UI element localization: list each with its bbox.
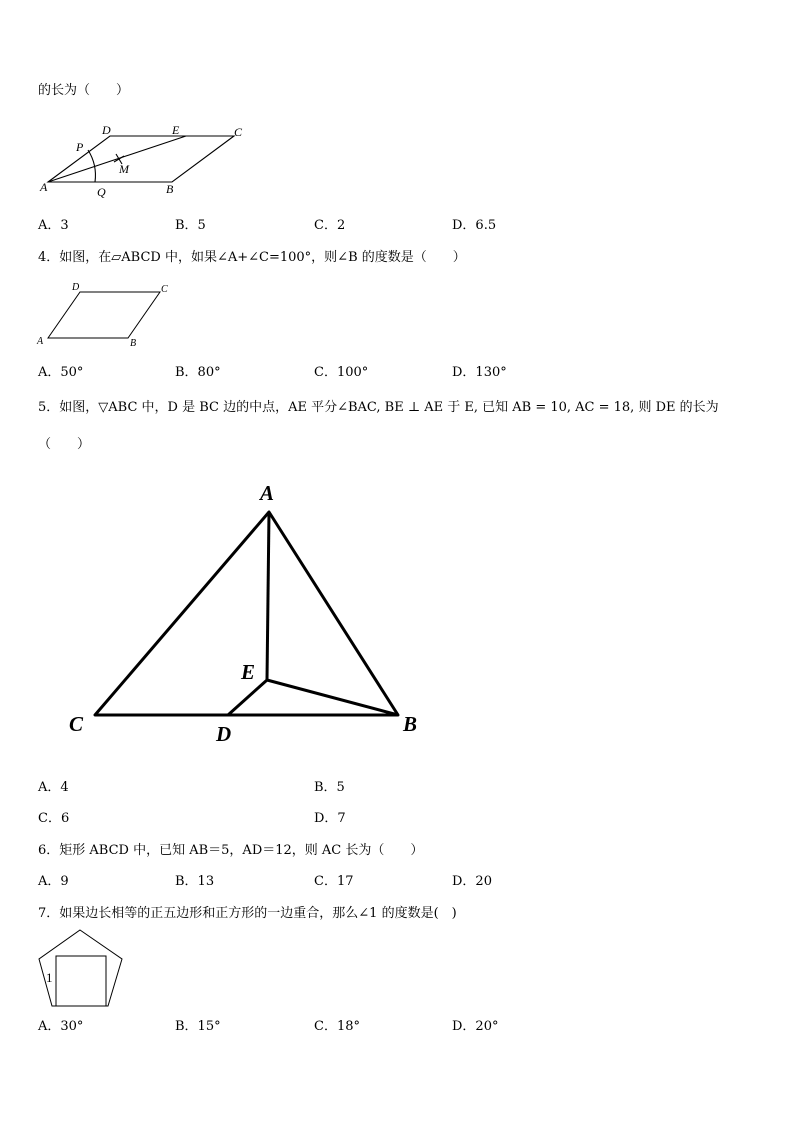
q7-pentagon (39, 930, 122, 1006)
q7-figure (36, 926, 136, 1010)
q3-option-c: C．2 (314, 218, 346, 233)
q7-stem: 7．如果边长相等的正五边形和正方形的一边重合，那么∠1 的度数是( ) (38, 906, 457, 921)
q6-stem: 6．矩形 ABCD 中，已知 AB＝5，AD＝12，则 AC 长为（ ） (38, 843, 424, 858)
q3-stem-tail: 的长为（ ） (38, 83, 130, 98)
q4-label-a: A (37, 336, 44, 347)
q3-arc (88, 150, 95, 182)
q7-option-c: C．18° (314, 1019, 360, 1034)
q4-option-a: A．50° (38, 365, 84, 380)
q5-label-e: E (241, 660, 256, 684)
q5-option-a: A．4 (38, 780, 69, 795)
q5-option-b: B．5 (314, 780, 345, 795)
q4-option-d: D．130° (452, 365, 507, 380)
q5-label-a: A (260, 481, 275, 505)
q3-label-e: E (172, 123, 180, 137)
q3-label-c: C (234, 125, 243, 139)
q5-segment-ed (228, 680, 267, 715)
q5-segment-ae (267, 512, 269, 680)
q3-line-ae (48, 136, 186, 182)
q5-label-d: D (216, 722, 232, 746)
q3-label-d: D (102, 123, 111, 137)
q3-option-d: D．6.5 (452, 218, 497, 233)
q5-stem-bracket: （ ） (38, 437, 91, 452)
q4-option-b: B．80° (175, 365, 221, 380)
q5-label-b: B (403, 712, 418, 736)
q3-label-p: P (76, 140, 84, 154)
q7-option-d: D．20° (452, 1019, 499, 1034)
q7-angle-label: 1 (46, 970, 53, 985)
q3-label-a: A (40, 180, 48, 194)
q5-label-c: C (69, 712, 84, 736)
q4-option-c: C．100° (314, 365, 369, 380)
q4-label-d: D (72, 282, 80, 293)
q6-option-c: C．17 (314, 874, 354, 889)
q5-figure (60, 476, 440, 756)
q4-label-b: B (130, 338, 137, 348)
q3-label-m: M (119, 162, 129, 176)
q3-option-a: A．3 (38, 218, 69, 233)
q3-option-b: B．5 (175, 218, 206, 233)
q6-option-d: D．20 (452, 874, 492, 889)
q7-square (56, 956, 106, 1006)
q4-parallelogram (48, 292, 160, 338)
q4-label-c: C (161, 284, 168, 295)
q4-stem: 4．如图，在▱ABCD 中，如果∠A+∠C=100°，则∠B 的度数是（ ） (38, 250, 466, 265)
q7-option-a: A．30° (38, 1019, 84, 1034)
q5-option-c: C．6 (38, 811, 70, 826)
q6-option-b: B．13 (175, 874, 215, 889)
q6-option-a: A．9 (38, 874, 69, 889)
q3-label-b: B (166, 182, 174, 196)
q5-option-d: D．7 (314, 811, 346, 826)
q5-triangle-abc (95, 512, 398, 715)
q3-figure (36, 120, 256, 200)
q4-figure (34, 280, 184, 348)
q7-option-b: B．15° (175, 1019, 221, 1034)
q3-label-q: Q (97, 185, 106, 199)
q5-stem: 5．如图，▽ABC 中，D 是 BC 边的中点，AE 平分∠BAC, BE ⊥ AE 于 E, 已知 AB = 10, AC = 18, 则 DE 的长为 (38, 400, 719, 415)
